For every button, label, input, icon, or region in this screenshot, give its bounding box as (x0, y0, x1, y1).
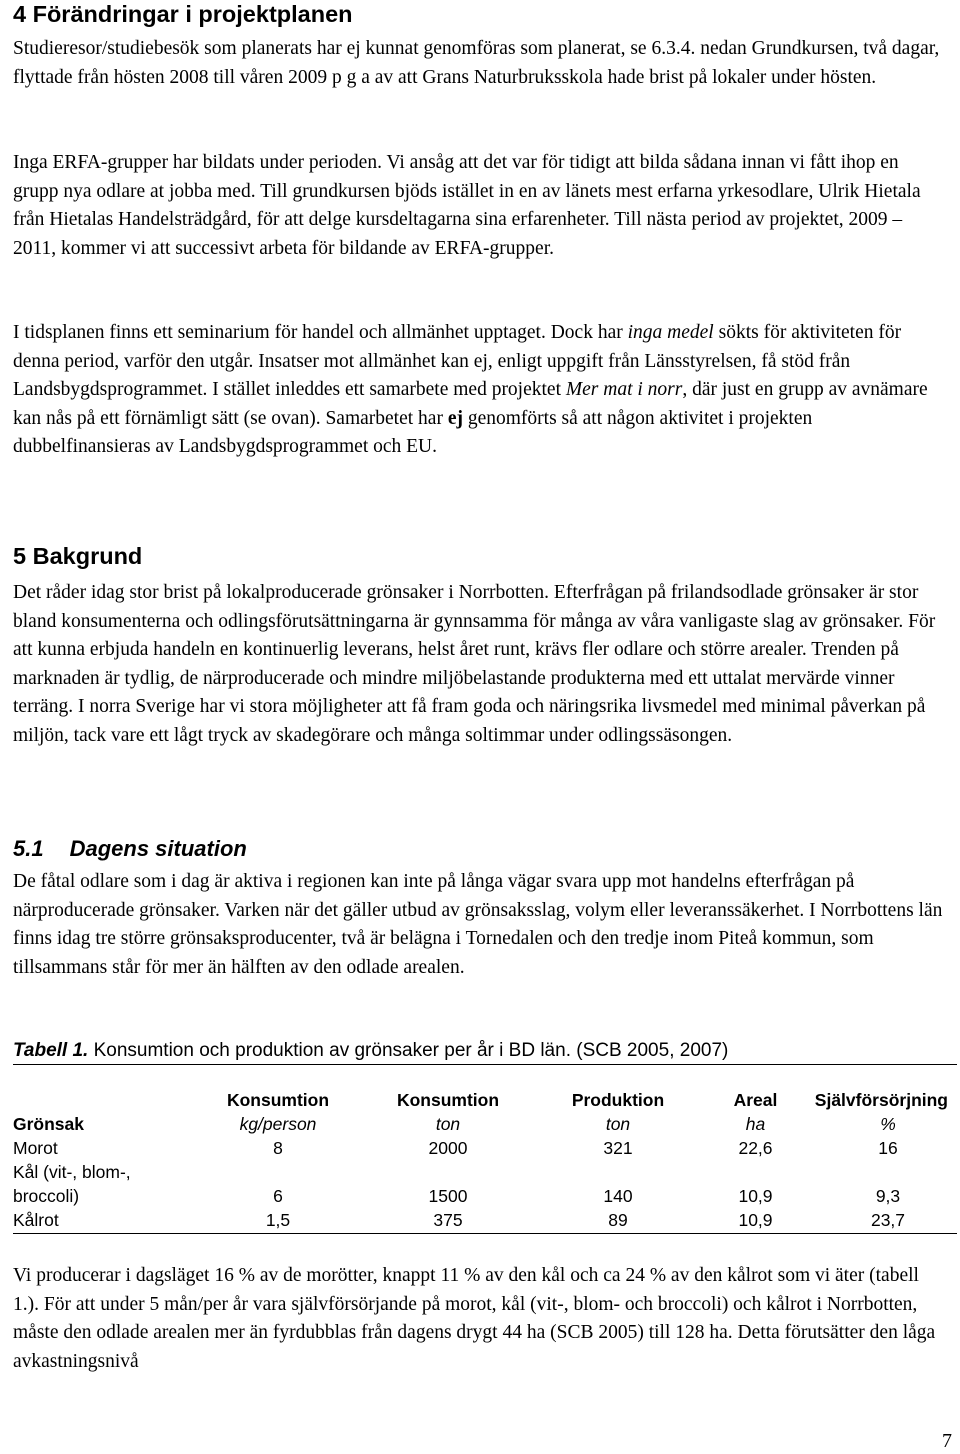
unit-kg-person: kg/person (239, 1114, 317, 1134)
cell-value: 2000 (428, 1138, 468, 1158)
unit-ha: ha (745, 1114, 766, 1134)
unit-percent: % (880, 1114, 896, 1134)
table-bottom-rule (13, 1233, 957, 1234)
cell-value: 1500 (428, 1186, 468, 1206)
unit-ton: ton (605, 1114, 631, 1134)
section-5-1-title: Dagens situation (69, 836, 247, 861)
unit-ton: ton (435, 1114, 461, 1134)
col-header-sjalvforsorjning: Självförsörjning (814, 1090, 948, 1110)
col-header-produktion: Produktion (571, 1090, 665, 1110)
cell-value: 6 (273, 1186, 283, 1206)
row-header-gronsak: Grönsak (13, 1114, 84, 1134)
table-1 (13, 1088, 948, 1232)
cell-value: 321 (603, 1138, 633, 1158)
cell-value: 89 (608, 1210, 628, 1230)
section-5-heading: 5 Bakgrund (13, 543, 143, 569)
row-name: Morot (13, 1138, 58, 1158)
section-4-paragraph-3: I tidsplanen finns ett seminarium för handel och allmänhet upptaget. Dock har inga medel sökts för aktiviteten för denna period, varför den utgår. Insatser mot allmänhet kan ej, enligt uppgift från Länsstyrelsen, få stöd från Landsbygdsprogrammet. I stället inleddes ett samarbete med projektet Mer mat i norr, där just en grupp av avnämare kan nås på ett förnämligt sätt (se ovan). Samarbetet har ej genomförts så att någon aktivitet i projekten dubbelfinansieras av Landsbygdsprogrammet och EU. (13, 322, 928, 458)
section-5-1-paragraph: De fåtal odlare som i dag är aktiva i regionen kan inte på långa vägar svara upp mot handelns efterfrågan på närproducerade grönsaker. Varken när det gäller utbud av grönsaksslag, volym eller leveranssäkerhet. I Norrbottens län finns idag tre större grönsaksproducenter, två är belägna i Tornedalen och den tredje inom Piteå kommun, som tillsammans står för mer än hälften av den odlade arealen. (13, 871, 943, 978)
table-row (13, 1208, 948, 1232)
table-units-row (13, 1112, 948, 1136)
col-header-areal: Areal (733, 1090, 778, 1110)
section-4-heading: 4 Förändringar i projektplanen (13, 1, 353, 27)
table-caption-text: Konsumtion och produktion av grönsaker per år i BD län. (SCB 2005, 2007) (88, 1040, 729, 1061)
col-header-konsumtion-kg: Konsumtion (226, 1090, 330, 1110)
table-caption-label: Tabell 1. (13, 1040, 89, 1061)
closing-paragraph: Vi producerar i dagsläget 16 % av de morötter, knappt 11 % av den kål och ca 24 % av den kålrot som vi äter (tabell 1.). För att under 5 mån/per år vara självförsörjande på morot, kål (vit-, blom- och broccoli) och kålrot i Norrbotten, måste den odlade arealen mer än fyrdubblas från dagens drygt 44 ha (SCB 2005) till 128 ha. Detta förutsätter den låga avkastningsnivå (13, 1265, 936, 1372)
table-top-rule (13, 1064, 957, 1065)
section-4-paragraph-1: Studieresor/studiebesök som planerats har ej kunnat genomföras som planerat, se 6.3.4. nedan Grundkursen, två dagar, flyttade från hösten 2008 till våren 2009 p g a av att Grans Naturbruksskola hade brist på lokaler under hösten. (13, 38, 940, 88)
section-5-1-number: 5.1 (13, 836, 44, 861)
cell-value: 10,9 (738, 1186, 773, 1206)
emphasis-ej: ej (447, 407, 463, 429)
cell-value: 22,6 (738, 1138, 773, 1158)
row-name-continued: broccoli) (13, 1186, 80, 1206)
section-4-paragraph-2: Inga ERFA-grupper har bildats under perioden. Vi ansåg att det var för tidigt att bilda sådana innan vi fått ihop en grupp nya odlare at jobba med. Till grundkursen bjöds istället in en av länets mest erfarna yrkesodlare, Ulrik Hietala från Hietalas Handelsträdgård, för att delge kursdeltagarna sina erfarenheter. Till nästa period av projektet, 2009 – 2011, kommer vi att successivt arbeta för bildande av ERFA-grupper. (13, 152, 921, 259)
cell-value: 23,7 (870, 1210, 906, 1230)
section-5-paragraph: Det råder idag stor brist på lokalproducerade grönsaker i Norrbotten. Efterfrågan på frilandsodlade grönsaker är stor bland konsumenterna och odlingsförutsättningarna är gynnsamma för många av våra vanligaste slag av grönsaker. För att kunna erbjuda handeln en kontinuerlig leverans, helst året runt, krävs fler odlare och större arealer. Trenden på marknaden är tydlig, de närproducerade och mindre miljöbelastande produkterna med ett uttalat mervärde vinner terräng. I norra Sverige har vi stora möjligheter att få fram goda och näringsrika livsmedel med minimal påverkan på miljön, tack vare ett lågt tryck av skadegörare och många soltimmar under odlingssäsongen. (13, 582, 936, 746)
project-name-mer-mat-i-norr: Mer mat i norr (565, 379, 683, 401)
page-number: 7 (942, 1430, 952, 1452)
cell-value: 1,5 (265, 1210, 291, 1230)
cell-value: 10,9 (738, 1210, 773, 1230)
table-row (13, 1136, 948, 1160)
section-5-1-heading (13, 835, 247, 863)
row-name: Kålrot (13, 1210, 59, 1230)
cell-value: 140 (603, 1186, 633, 1206)
cell-value: 8 (273, 1138, 283, 1158)
table-row (13, 1184, 948, 1208)
table-caption (13, 1039, 728, 1063)
table-header-row (13, 1088, 948, 1112)
cell-value: 375 (433, 1210, 463, 1230)
col-header-konsumtion-ton: Konsumtion (396, 1090, 500, 1110)
table-row (13, 1160, 948, 1184)
cell-value: 16 (878, 1138, 898, 1158)
emphasis-inga-medel: inga medel (627, 322, 714, 343)
cell-value: 9,3 (875, 1186, 901, 1206)
row-name: Kål (vit-, blom-, (13, 1162, 131, 1182)
